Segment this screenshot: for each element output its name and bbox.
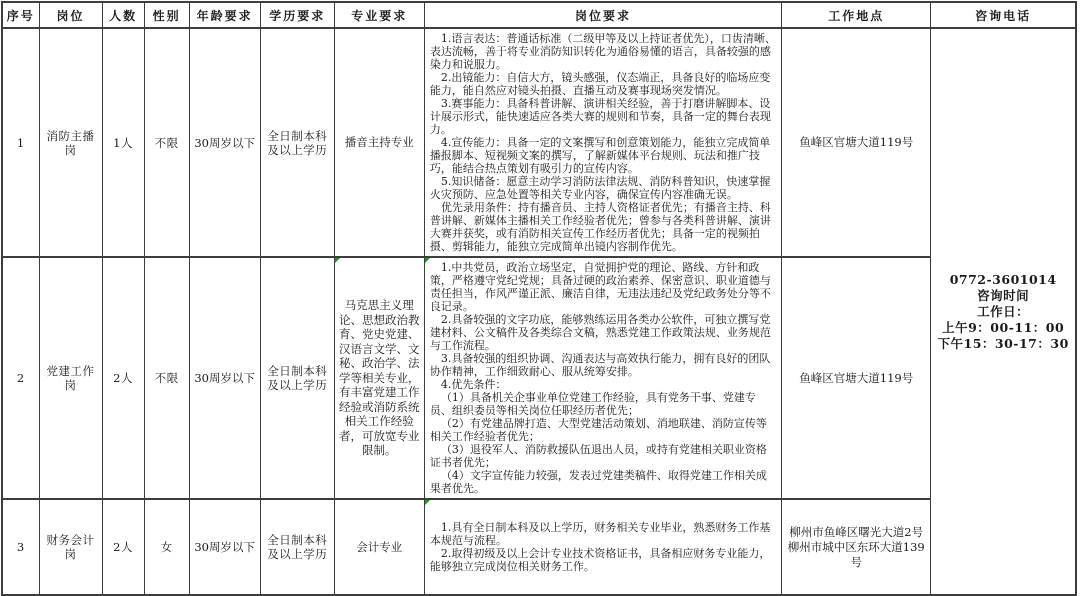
header-cell-phone: 咨询电话 (931, 2, 1076, 28)
cell-gender: 女 (144, 499, 189, 595)
major-text: 马克思主义理论、思想政治教育、党史党建、汉语言文学、文秘、政治学、法学等相关专业，有丰富党建工作经验或消防系统相关工作经验者，可放宽专业限制。 (339, 298, 420, 458)
cell-position: 党建工作岗 (39, 257, 102, 499)
header-cell-position: 岗位 (39, 2, 102, 28)
contact-workday-label: 工作日： (977, 303, 1030, 319)
contact-hours-title: 咨询时间 (977, 287, 1030, 303)
cell-position: 财务会计岗 (39, 499, 102, 595)
requirement-paragraph: （3）退役军人、消防救援队伍退出人员，或持有党建相关职业资格证书者优先； (429, 443, 767, 469)
cell-no: 3 (2, 499, 39, 595)
cell-requirements (424, 499, 781, 595)
cell-requirements (424, 257, 781, 499)
cell-location: 鱼峰区官塘大道119号 (782, 28, 931, 257)
cell-no: 2 (2, 257, 39, 499)
table-row (2, 499, 1076, 595)
cell-contact-phone (931, 28, 1076, 595)
header-cell-location: 工作地点 (782, 2, 931, 28)
cell-requirements (424, 28, 781, 257)
requirement-paragraph: 2.取得初级及以上会计专业技术资格证书，具备相应财务专业能力，能够独立完成岗位相关财务工作。 (429, 547, 771, 573)
cell-count: 2人 (102, 499, 144, 595)
cell-major: 会计专业 (334, 499, 424, 595)
table-row (2, 257, 1076, 499)
requirement-paragraph: （1）具备机关企事业单位党建工作经验，具有党务干事、党建专员、组织委员等相关岗位任职经历者优先； (429, 391, 756, 417)
requirement-paragraph: （2）有党建品牌打造、大型党建活动策划、消地联建、消防宣传等相关工作经验者优先； (429, 417, 767, 443)
cell-gender: 不限 (144, 257, 189, 499)
requirement-paragraph: 3.具备较强的组织协调、沟通表达与高效执行能力，拥有良好的团队协作精神，工作细致耐心、服从统筹安排。 (429, 352, 771, 378)
contact-afternoon-hours: 下午15：30-17：30 (937, 335, 1069, 351)
header-cell-no: 序号 (2, 2, 39, 28)
header-cell-requirements: 岗位要求 (424, 2, 781, 28)
cell-position: 消防主播岗 (39, 28, 102, 257)
header-cell-count: 人数 (102, 2, 144, 28)
contact-phone-number: 0772-3601014 (949, 271, 1057, 287)
requirement-paragraph: 4.宣传能力：具备一定的文案撰写和创意策划能力，能独立完成简单播报脚本、短视频文案的撰写，了解新媒体平台规则、玩法和推广技巧，能结合热点策划有吸引力的宣传内容。 (429, 136, 771, 175)
excel-flag-icon (335, 258, 340, 263)
cell-count: 2人 (102, 257, 144, 499)
requirement-paragraph: 5.知识储备：愿意主动学习消防法律法规、消防科普知识，快速掌握火灾预防、应急处置等相关专业内容，确保宣传内容准确无误。 (429, 175, 771, 201)
cell-count: 1人 (102, 28, 144, 257)
cell-location: 鱼峰区官塘大道119号 (782, 257, 931, 499)
cell-major: 播音主持专业 (334, 28, 424, 257)
requirement-paragraph: 1.具有全日制本科及以上学历，财务相关专业毕业，熟悉财务工作基本规范与流程。 (429, 521, 771, 547)
header-cell-age: 年龄要求 (189, 2, 260, 28)
cell-age: 30周岁以下 (189, 28, 260, 257)
requirement-paragraph: 4.优先条件： (440, 378, 507, 391)
cell-no: 1 (2, 28, 39, 257)
cell-major (334, 257, 424, 499)
cell-location: 柳州市鱼峰区曙光大道2号柳州市城中区东环大道139号 (782, 499, 931, 595)
requirement-paragraph: 3.赛事能力：具备科普讲解、演讲相关经验，善于打磨讲解脚本、设计展示形式，能快速适应各类大赛的规则和节奏，具备一定的舞台表现力。 (429, 97, 771, 136)
header-cell-gender: 性别 (144, 2, 189, 28)
cell-education: 全日制本科及以上学历 (260, 499, 334, 595)
contact-morning-hours: 上午9：00-11：00 (942, 319, 1065, 335)
requirement-paragraph: 1.语言表达：普通话标准（二级甲等及以上持证者优先），口齿清晰、表达流畅，善于将专业消防知识转化为通俗易懂的语言，具备较强的感染力和说服力。 (429, 32, 776, 71)
job-table (1, 1, 1077, 596)
requirement-paragraph: 2.具备较强的文字功底，能够熟练运用各类办公软件，可独立撰写党建材料、公文稿件及各类综合文稿，熟悉党建工作政策法规、业务规范与工作流程。 (429, 313, 771, 352)
cell-age: 30周岁以下 (189, 257, 260, 499)
excel-flag-icon (425, 500, 430, 505)
cell-age: 30周岁以下 (189, 499, 260, 595)
requirement-paragraph: 1.中共党员，政治立场坚定，自觉拥护党的理论、路线、方针和政策，严格遵守党纪党规；具备过硬的政治素养、保密意识、职业道德与责任担当，作风严谨正派、廉洁自律，无违法违纪及党纪政务处分等不良记录。 (429, 261, 771, 313)
table-row (2, 28, 1076, 257)
cell-gender: 不限 (144, 28, 189, 257)
header-cell-major: 专业要求 (334, 2, 424, 28)
requirement-paragraph: （4）文字宣传能力较强，发表过党建类稿件、取得党建工作相关成果者优先。 (429, 469, 767, 495)
excel-flag-icon (425, 258, 430, 263)
requirement-paragraph: 优先录用条件：持有播音员、主持人资格证者优先；有播音主持、科普讲解、新媒体主播相关工作经验者优先；曾参与各类科普讲解、演讲大赛并获奖，或有消防相关宣传工作经历者优先；具备一定的视频拍摄、剪辑能力，能独立完成简单出镜内容制作优先。 (429, 201, 771, 253)
requirement-paragraph: 2.出镜能力：自信大方，镜头感强，仪态端正，具备良好的临场应变能力，能自然应对镜头拍摄、直播互动及赛事现场突发情况。 (429, 71, 771, 97)
header-cell-education: 学历要求 (260, 2, 334, 28)
table-header-row (2, 2, 1076, 28)
cell-education: 全日制本科及以上学历 (260, 257, 334, 499)
cell-education: 全日制本科及以上学历 (260, 28, 334, 257)
